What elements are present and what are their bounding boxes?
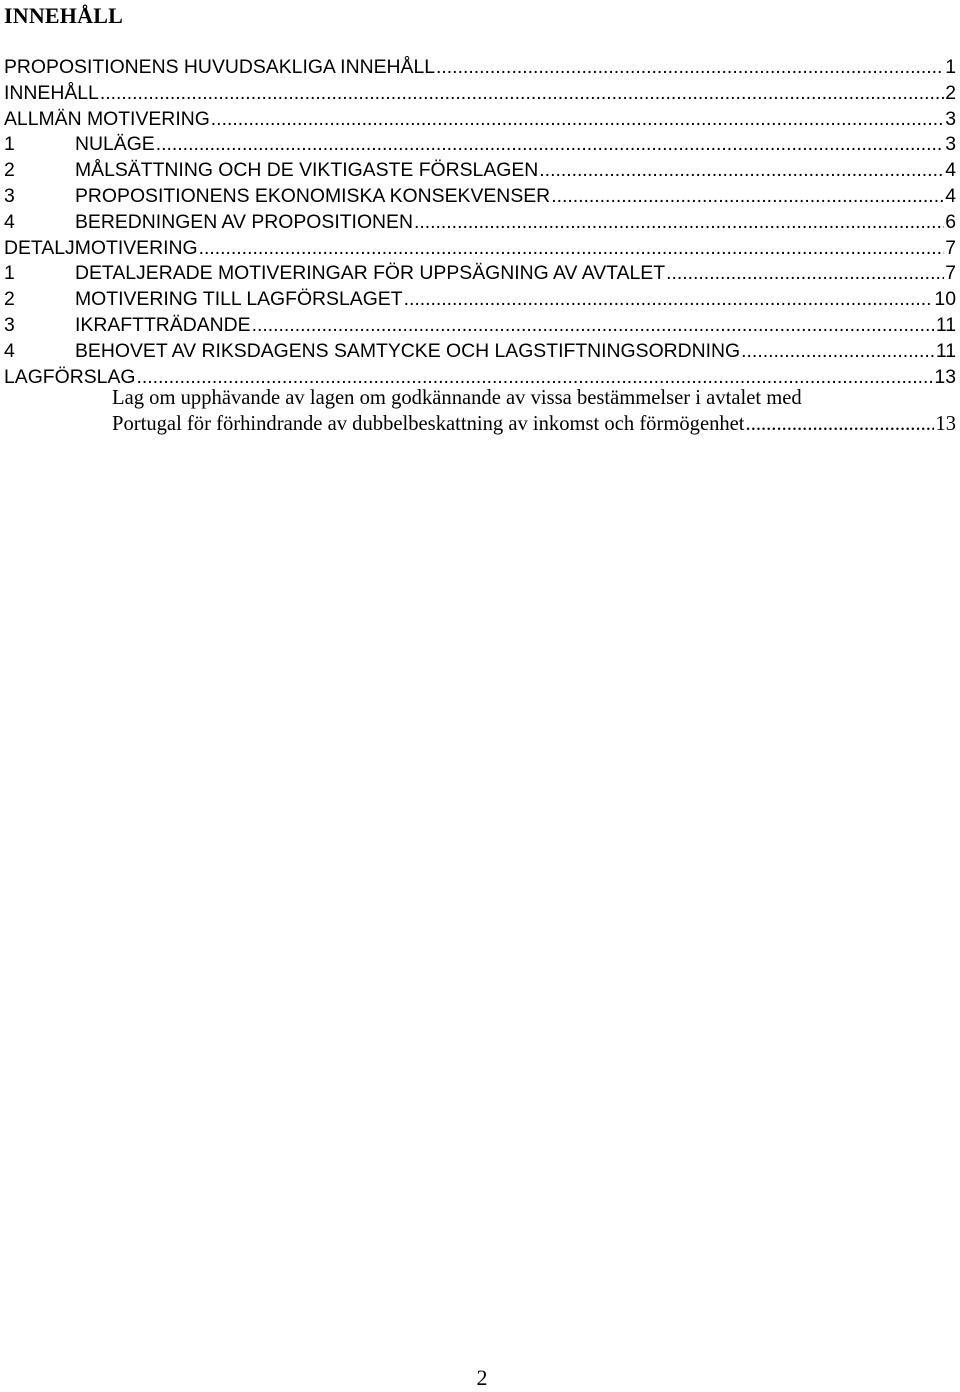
toc-entry-title: MOTIVERING TILL LAGFÖRSLAGET bbox=[75, 288, 403, 311]
toc-entry-number: 4 bbox=[4, 210, 15, 233]
page-number: 2 bbox=[476, 1365, 488, 1390]
toc-entry-title: LAGFÖRSLAG bbox=[4, 365, 136, 388]
law-entry-title-line-1: Lag om upphävande av lagen om godkännande av vissa bestämmelser i avtalet med bbox=[112, 387, 802, 409]
toc-entry-page: 4 bbox=[945, 184, 956, 207]
toc-entry-number: 2 bbox=[4, 288, 15, 311]
toc-entry-number: 3 bbox=[4, 184, 15, 207]
dot-leader bbox=[156, 132, 944, 158]
toc-entry-title: NULÄGE bbox=[75, 133, 155, 156]
dot-leader bbox=[252, 313, 935, 339]
toc-entry[interactable] bbox=[4, 313, 956, 339]
table-of-contents bbox=[4, 55, 956, 390]
toc-entry[interactable] bbox=[4, 81, 956, 107]
toc-entry-title: MÅLSÄTTNING OCH DE VIKTIGASTE FÖRSLAGEN bbox=[75, 159, 539, 182]
toc-entry-page: 10 bbox=[934, 288, 956, 311]
toc-entry-page: 1 bbox=[945, 56, 956, 78]
toc-entry-number: 1 bbox=[4, 262, 15, 285]
law-entry-title-line-2: Portugal för förhindrande av dubbelbeskattning av inkomst och förmögenhet bbox=[112, 413, 745, 435]
toc-entry-number: 1 bbox=[4, 133, 15, 156]
page-title: INNEHÅLL bbox=[4, 3, 123, 28]
dot-leader bbox=[436, 55, 944, 81]
toc-entry-page: 11 bbox=[935, 313, 956, 336]
toc-entry[interactable] bbox=[4, 55, 956, 81]
dot-leader bbox=[211, 107, 944, 133]
toc-entry[interactable] bbox=[4, 236, 956, 262]
toc-entry-page: 2 bbox=[945, 81, 956, 104]
toc-entry-title: PROPOSITIONENS EKONOMISKA KONSEKVENSER bbox=[75, 184, 551, 207]
toc-entry[interactable] bbox=[4, 158, 956, 184]
toc-entry-title: BEHOVET AV RIKSDAGENS SAMTYCKE OCH LAGSTIFTNINGSORDNING bbox=[75, 339, 741, 362]
dot-leader bbox=[100, 81, 944, 107]
dot-leader bbox=[551, 184, 944, 210]
toc-entry[interactable] bbox=[4, 287, 956, 313]
toc-entry-page: 6 bbox=[945, 210, 956, 233]
dot-leader bbox=[539, 158, 944, 184]
dot-leader bbox=[746, 411, 935, 437]
toc-entry-page: 11 bbox=[935, 339, 956, 362]
law-entry-page: 13 bbox=[935, 413, 956, 435]
toc-entry-number: 3 bbox=[4, 313, 15, 336]
toc-entry-title: BEREDNINGEN AV PROPOSITIONEN bbox=[75, 210, 413, 233]
dot-leader bbox=[741, 339, 935, 365]
toc-entry-title: PROPOSITIONENS HUVUDSAKLIGA INNEHÅLL bbox=[4, 56, 436, 78]
toc-entry-page: 4 bbox=[945, 159, 956, 182]
toc-entry[interactable] bbox=[4, 339, 956, 365]
toc-entry-page: 7 bbox=[945, 262, 956, 285]
toc-entry-title: ALLMÄN MOTIVERING bbox=[4, 107, 210, 130]
toc-entry[interactable] bbox=[4, 132, 956, 158]
toc-entry[interactable] bbox=[4, 261, 956, 287]
toc-entry-number: 4 bbox=[4, 339, 15, 362]
toc-entry-title: DETALJMOTIVERING bbox=[4, 236, 198, 259]
dot-leader bbox=[414, 210, 944, 236]
toc-entry-title: INNEHÅLL bbox=[4, 81, 99, 104]
toc-entry-page: 3 bbox=[945, 107, 956, 130]
dot-leader bbox=[199, 236, 945, 262]
toc-entry-page: 3 bbox=[945, 133, 956, 156]
toc-entry-page: 7 bbox=[945, 236, 956, 259]
law-entry-line-2 bbox=[112, 411, 956, 437]
dot-leader bbox=[404, 287, 934, 313]
toc-entry[interactable] bbox=[4, 210, 956, 236]
dot-leader bbox=[666, 261, 944, 287]
toc-entry[interactable] bbox=[4, 107, 956, 133]
toc-entry-title: DETALJERADE MOTIVERINGAR FÖR UPPSÄGNING AV AVTALET bbox=[75, 262, 666, 285]
toc-law-entry[interactable] bbox=[112, 385, 956, 437]
toc-entry-title: IKRAFTTRÄDANDE bbox=[75, 313, 251, 336]
toc-entry-number: 2 bbox=[4, 159, 15, 182]
toc-entry[interactable] bbox=[4, 184, 956, 210]
toc-entry-page: 13 bbox=[934, 365, 956, 388]
